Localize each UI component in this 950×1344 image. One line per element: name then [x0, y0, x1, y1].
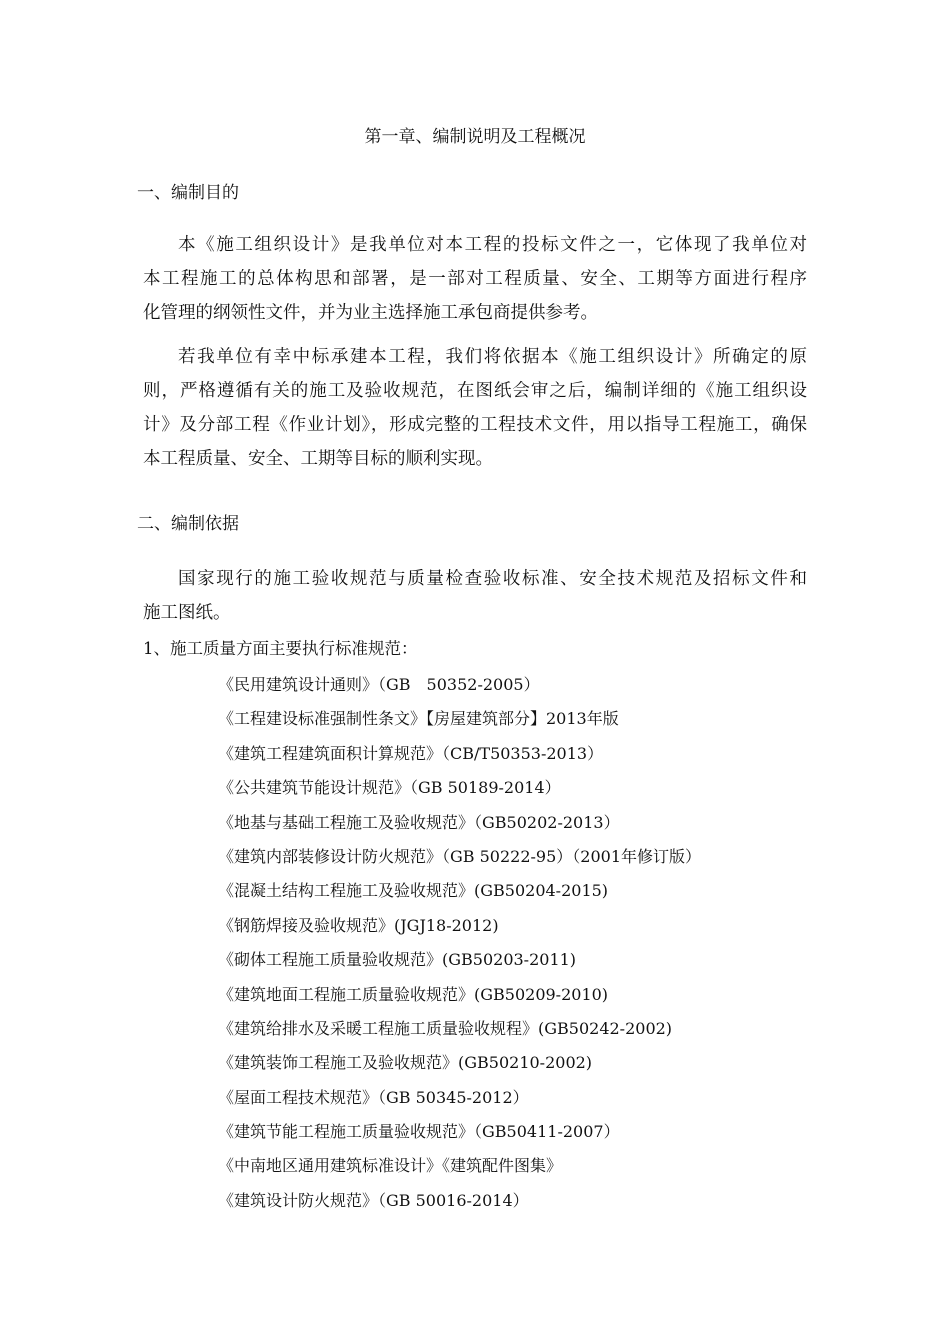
- reference-item: 《民用建筑设计通则》（GB 50352-2005）: [218, 675, 540, 694]
- reference-list: [218, 672, 701, 1222]
- paragraph-line: 国家现行的施工验收规范与质量检查验收标准、安全技术规范及招标文件和: [178, 569, 807, 589]
- paragraph-line: 施工图纸。: [143, 603, 231, 623]
- reference-item: 《地基与基础工程施工及验收规范》（GB50202-2013）: [218, 812, 620, 832]
- paragraph-line: 则，严格遵循有关的施工及验收规范，在图纸会审之后，编制详细的《施工组织设: [143, 381, 807, 401]
- reference-item: 《中南地区通用建筑标准设计》《建筑配件图集》: [218, 1156, 563, 1176]
- reference-item: 《屋面工程技术规范》（GB 50345-2012）: [218, 1087, 529, 1107]
- reference-item: 《建筑内部装修设计防火规范》（GB 50222-95）（2001年修订版）: [218, 846, 702, 866]
- section-heading-purpose: 一、编制目的: [137, 183, 239, 203]
- paragraph-line: 计》及分部工程《作业计划》，形成完整的工程技术文件，用以指导工程施工，确保: [143, 415, 807, 435]
- reference-item: 《砌体工程施工质量验收规范》(GB50203-2011): [218, 950, 577, 970]
- reference-item: 《建筑装饰工程施工及验收规范》(GB50210-2002): [218, 1053, 593, 1073]
- chapter-title: 第一章、编制说明及工程概况: [364, 127, 586, 147]
- reference-item: 《建筑设计防火规范》（GB 50016-2014）: [218, 1190, 529, 1210]
- paragraph-line: 本工程质量、安全、工期等目标的顺利实现。: [143, 449, 493, 469]
- purpose-paragraph-1: [143, 228, 807, 330]
- reference-item: 《建筑节能工程施工质量验收规范》（GB50411-2007）: [218, 1122, 620, 1142]
- reference-item: 《建筑给排水及采暖工程施工质量验收规程》(GB50242-2002): [218, 1018, 673, 1038]
- paragraph-line: 化管理的纲领性文件，并为业主选择施工承包商提供参考。: [143, 303, 598, 323]
- reference-item: 《混凝土结构工程施工及验收规范》(GB50204-2015): [218, 881, 609, 901]
- paragraph-line: 本《施工组织设计》是我单位对本工程的投标文件之一，它体现了我单位对: [178, 235, 807, 255]
- reference-item: 《钢筋焊接及验收规范》(JGJ18-2012): [218, 915, 499, 935]
- purpose-paragraph-2: [143, 340, 807, 476]
- reference-item: 《工程建设标准强制性条文》【房屋建筑部分】2013年版: [218, 709, 619, 729]
- reference-item: 《建筑地面工程施工质量验收规范》(GB50209-2010): [218, 984, 609, 1004]
- reference-item: 《公共建筑节能设计规范》（GB 50189-2014）: [218, 778, 561, 798]
- reference-item: 《建筑工程建筑面积计算规范》（CB/T50353-2013）: [218, 743, 604, 763]
- section-heading-basis: 二、编制依据: [137, 514, 239, 534]
- paragraph-line: 本工程施工的总体构思和部署，是一部对工程质量、安全、工期等方面进行程序: [143, 269, 807, 289]
- paragraph-line: 若我单位有幸中标承建本工程，我们将依据本《施工组织设计》所确定的原: [178, 347, 807, 367]
- item-quality-standards: 1、施工质量方面主要执行标准规范：: [143, 639, 418, 658]
- basis-paragraph: [143, 562, 807, 630]
